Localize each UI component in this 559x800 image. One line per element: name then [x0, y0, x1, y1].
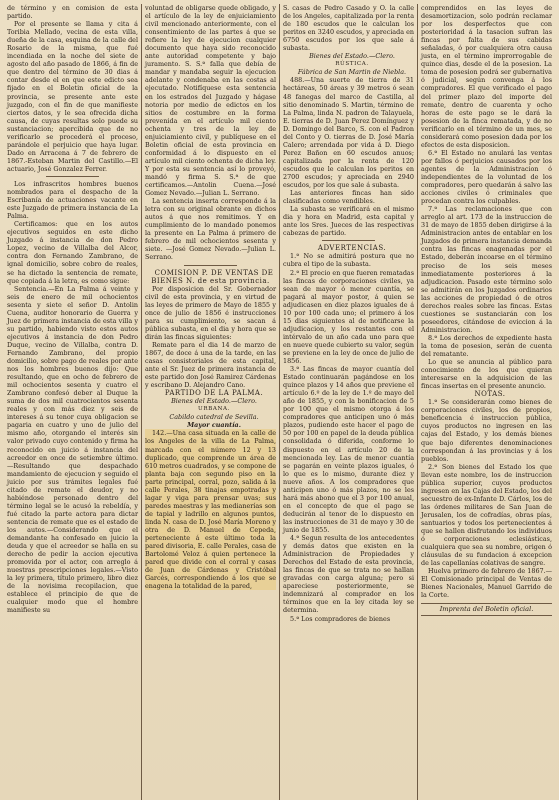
paragraph: Huelva primero de febrero de 1867.—El Comisionado principal de Ventas de Bienes Nacionales, Manuel Garrido de la Corte.	[421, 567, 552, 600]
paragraph: 3.ª Las fincas de mayor cuantía del Estado continuarán pagándose en los quince plazos y 14 años que previene el artículo 6.º de la ley de 1.º de mayo del año de 1855, y con la bonificacion de 5 por 100 que el mismo otorga á los compradores que anticipen uno ó más plazos, pudiendo este hacer el pago de 50 por 100 en papel de la deuda pública consolidada ó diferida, conforme lo dispuesto en el artículo 20 de la mencionada ley. Las de menor cuantía se pagarán en veinte plazos iguales, ó lo que es lo mismo, durante diez y nueve años. A los compradores que anticipen uno ó más plazos, no se les hará más abono que el 3 por 100 anual, en el concepto de que el pago se deducirán al tenor de lo dispuesto en las instrucciones de 31 de mayo y 30 de junio de 1855.	[283, 365, 414, 534]
paragraph: 8.ª Los derechos de expediente hasta la toma de posesion, serán de cuenta del rematante.	[421, 333, 552, 359]
paragraph: 7.ª Las reclamaciones que con arreglo al art. 173 de la instruccion de 31 de mayo de 1855 deben dirigirse á la Administracion antes de entablar en los Juzgados de primera instancia demanda contra las fincas enagenadas por el Estado, deberán incoarse en el término preciso de los seis meses inmediatamente posteriores á la adjudicacion. Pasado este término solo se admitirán en los Juzgados ordinarios las acciones de propiedad ó de otros derechos reales sobre las fincas. Estas cuestiones se sustanciarán con los poseedores, citándose de eviccion á la Administracion.	[421, 205, 552, 334]
paragraph: 2.ª El precio en que fueren rematadas las fincas de corporaciones civiles, ya sean de mayor ó menor cuantía, se pagará al mayor postor, á quien se adjudicasen en diez plazos iguales de á 10 por 100 cada uno; el primero á los 15 dias siguientes al de notificarse la adjudicacion, y los restantes con el intérvalo de un año cada uno para que en nueve quede cubierto su valor, según se previene en la ley de once de julio de 1856.	[283, 268, 414, 366]
paragraph: 1.ª No se admitirá postura que no cubra el tipo de la subasta.	[283, 252, 414, 269]
paragraph: 1.ª Se considerarán como bienes de corporaciones civiles, los de propios, beneficencia é instruccion pública, cuyos productos no ingresen en las cajas del Estado, y los demás bienes que bajo diferentes denominaciones correspondan á las provincias y á los pueblos.	[421, 398, 552, 463]
paragraph: 488.—Una suerte de tierra de 31 hectáreas, 50 áreas y 39 metros ó sean 48 fanegas del marco de Castilla, al sitio denominado S. Martin, término de La Palma, linda N. padron de Talayuela, E. tierras de D. Juan Perez Domínguez y D. Domingo del Barco, S. con el Padron del Conto y O. tierras de D. José María Calero; arrendada por vida á D. Diego Perez Bañon en 60 escudos anuos; capitalizada por la renta de 120 escudos que le calculan los peritos en 2700 escudos; y apreciada en 2940 escudos, por los que sale á subasta.	[283, 76, 414, 190]
paragraph: Los infrascritos hombres buenos nombrados para el despacho de la Escribanía de actuaciones vacante en este Juzgado de primera instancia de La Palma.	[7, 179, 138, 221]
subheading: Cabildo catedral de Sevilla.	[169, 413, 259, 422]
printer-footer: Imprenta del Boletin oficial.	[421, 603, 552, 615]
paragraph: La sentencia inserta corresponde á la letra con su original obrante en dichos autos á que nos remitimos. Y en cumplimiento de lo mandado ponemos la presente en La Palma á primero de febrero de mil ochocientos sesenta y siete. —José Gomez Nevado.—Julian L. Serrano.	[145, 197, 276, 262]
paragraph: Sentencia.—En La Palma á veinte y seis de enero de mil ochocientos sesenta y siete el señor D. Antolin Cuena, auditor honorario de Guerra y Juez de primera instancia de esta villa y su partido, habiendo visto estos autos ejecutivos á instancia de don Pedro Duque, vecino de Villalba, contra D. Fernando Zambrano, del propio domicilio, sobre pago de reales por ante nos los hombres buenos dijo: Que resultando, que en ocho de febrero de mil ochocientos sesenta y cuatro el Zambrano confesó deber al Duque la suma de dos mil cuatrocientos sesenta reales y con más diez y seis de intereses á su tenor cuya obligacion se pagaria en cuatro y uno de julio del mismo año, otorgando el interés sin valor privado cuyo contenido y firma ha reconocido en juicio á instancia del acreedor en once de setiembre último.—Resultando que despachado mandamiento de ejecucion y seguido el juicio por sus trámites legales fué citado de remate el deudor, y no habiéndose personado dentro del término legal se le acusó la rebeldía, y fué citado la parte actora para dictar sentencia de remate que es el estado de los autos.—Considerando que el demandante ha confesado en juicio la deuda y que el acreedor se halla en su derecho de pedir la accion ejecutiva promovida por el actor, con arreglo á nuestras prescripciones legales.—Visto la ley primera, título primero, libro diez de la novisima recopilacion, que establece el principio de que de cualquier modo que el hombre manifieste su	[7, 284, 138, 615]
columns	[4, 4, 555, 800]
section-heading: PARTIDO DE LA PALMA.	[164, 389, 264, 398]
paragraph: 2.ª Son bienes del Estado los que llevan este nombre, los de instruccion pública superior, cuyos productos ingresen en las Cajas del Estado, los del secuestro de ex-Infante D. Cárlos, los de las órdenes militares de San Juan de Jerusalen, los de cofradías, obras pías, santuarios y todos los pertenecientes á que se hallen disfrutando los individuos ó corporaciones eclesiásticas, cualquiera que sea su nombre, origen ó cláusulas de su fundacion á excepcion de las capellanías colativas de sangre.	[421, 462, 552, 568]
paragraph: 4.ª Segun resulta de los antecedentes y demás datos que existen en la Administracion de Propiedades y Derechos del Estado de esta provincia, las fincas de que se trata no se hallan gravadas con carga alguna; pero si apareciese posteriormente, se indemnizará al comprador en los términos que en la ley citada ley se determina.	[283, 534, 414, 615]
subheading: RÚSTICA.	[335, 61, 369, 68]
divider	[184, 265, 236, 266]
paragraph: Por disposicion del Sr. Gobernador civil de esta provincia, y en virtud de las leyes de primero de Mayo de 1855 y once de julio de 1856 é instrucciones para su cumplimiento, se sacan á pública subasta, en el dia y hora que se dirán las fincas siguientes:	[145, 284, 276, 341]
section-heading: NOTAS.	[474, 390, 506, 399]
section-heading: COMISION P. DE VENTAS DE BIENES N. de esta provincia.	[151, 268, 274, 285]
subheading: Fábrica de San Martin de Niebla.	[297, 68, 407, 77]
paragraph: Lo que se anuncia al público para conocimiento de los que quieran interesarse en la adquisicion de las fincas insertas en el presente anuncio.	[421, 358, 552, 391]
paragraph-highlighted: 142.—Una casa situada en la calle de los Angeles de la villa de La Palma, marcada con el número 12 y 13 duplicado, que comprende un área de 610 metros cuadrados, y se compone de planta baja con segundo piso en la parte principal, corral, pozo, salida á la calle Perales, 38 tinajas empotradas y lagar y viga para prensar uvas; sus paredes maestras y las medianerías son de tapial y ladrillo en algunos puntos, linda N. casa de D. José María Moreno y otra de D. Manuel de Cepeda, perteneciente á este último toda la pared divisoria, E. calle Perales, casa de Bartolomé Veloz á quien pertenece la pared que divide con el corral y casas de Juan de Cárdenas y Cristóbal Garcés, correspondiendo á los que se enagena la totalidad de la pared,	[145, 429, 276, 591]
paragraph: 6.ª El Estado no anulará las ventas por fallos ó perjuicios causados por los agentes de la Administracion ó independientes de la voluntad de los compradores, pero quedarán á salvo las acciones civiles ó criminales que procedan contra los culpables.	[421, 148, 552, 206]
subheading: Mayor cuantía.	[187, 421, 241, 430]
divider	[322, 240, 374, 241]
paragraph: comprendidos en las leyes de desamortizacion, solo podrán reclamar por los desperfectos que con posterioridad á la tasacion sufran las fincas por falta de sus cabidas señaladas, ó por cualquiera otra causa justa, en el término improrrogable de quince dias, desde el de la posesion. La toma de posesion podrá ser gubernativa ó judicial, según convenga á los compradores. El que verificado el pago del primer plazo del importe del remate, dentro de cuarenta y ocho horas de este pago se le dará la posesion de la finca rematada, y de no verificarlo en el término de un mes, se considerará como posesion dada por los efectos de esta disposicion.	[421, 4, 552, 149]
paragraph: de término y en comision de esta partido.	[7, 4, 138, 21]
subheading: Bienes del Estado.—Clero.	[171, 397, 257, 406]
paragraph: Por el presente se llama y cita á Toribia Mellado, vecina de esta villa, dueña de la casa, esquina de la calle del Rosario de la misma, que fué incendiada en la noche del siete de agosto del año pasado de 1866, á fin de que dentro del término de 30 dias á contar desde el en que este edicto sea fijado en el Boletin oficial de la provincia, se presente ante este juzgado, con el fin de que manifieste ciertos datos, y le sea ofrecida dicha causa, de cuyas resultas solo puede su sustanciacion; apercibida que de no verificarlo se procederá el proceso, parándole el perjuicio que haya lugar. Dado en Arracena á 7 de febrero de 1867.-Esteban Martin del Castillo.—El actuario, José Gonzalez Ferrer.	[7, 20, 138, 173]
paragraph: voluntad de obligarse quede obligado, y el artículo de la ley de enjuiciamiento civil mencionado anteriormente, con el consentimiento de las partes á que se refiere la ley de ejecucion cualquier documento que haya sido reconocido ante autoridad competente y bajo juramento. S. S.ª falla que debía de mandar y mandaba seguir la ejecucion adelante y condenaba en las costas al ejecutado. Notifíquese esta sentencia en los estrados del Juzgado y hágase notoria por medio de edictos en los sitios de costumbre en la forma prevenida en el artículo mil ciento ochenta y tres de la ley de enjuiciamiento civil, y publíquese en el Boletin oficial de esta provincia en conformidad á lo dispuesto en el artículo mil ciento ochenta de dicha ley. Y por esta su sentencia así lo proveyó, mandó y firma S. S.ª de que certificamos.—Antolin Cuena.—José Gomez Nevado.—Julian L. Serrano.	[145, 4, 276, 198]
subheading: Bienes del Estado.—Clero.	[309, 52, 395, 61]
column-4	[417, 4, 555, 800]
column-1	[4, 4, 141, 800]
paragraph: Las anteriores fincas han sido clasificadas como vendibles.	[283, 189, 414, 206]
paragraph: Remate para el dia 14 de marzo de 1867, de doce á una de la tarde, en las casas consistoriales de esta capital, ante el Sr. Juez de primera instancia de este partido don José Ramirez Cárdenas y escribano D. Alejandro Cano.	[145, 340, 276, 390]
divider	[46, 176, 98, 177]
paragraph: La subasta se verificará en el mismo dia y hora en Madrid, esta capital y ante los Sres. Jueces de las respectivas cabezas de partido.	[283, 205, 414, 238]
column-2	[141, 4, 279, 800]
paragraph: 5.ª Los compradores de bienes	[290, 614, 391, 623]
column-3	[279, 4, 417, 800]
paragraph: Certificamos: que en los autos ejecutivos seguidos en este dicho Juzgado á instancia de don Pedro Lopez, vecino de Villalba del Alcor, contra don Fernando Zambrano, de ignal domicilio, sobre cobro de reales, se ha dictado la sentencia de remate, que copiada á la letra, es como sigue:	[7, 220, 138, 285]
subheading: URBANA.	[198, 406, 230, 413]
section-heading: ADVERTENCIAS.	[317, 244, 387, 253]
paragraph: S. casas de Pedro Casado y O. la calle de los Angeles, capitalizada por la renta de 180 escudos que le calculan los peritos en 3240 escudos, y apreciada en 6750 escudos por los que sale á subasta.	[283, 4, 414, 53]
